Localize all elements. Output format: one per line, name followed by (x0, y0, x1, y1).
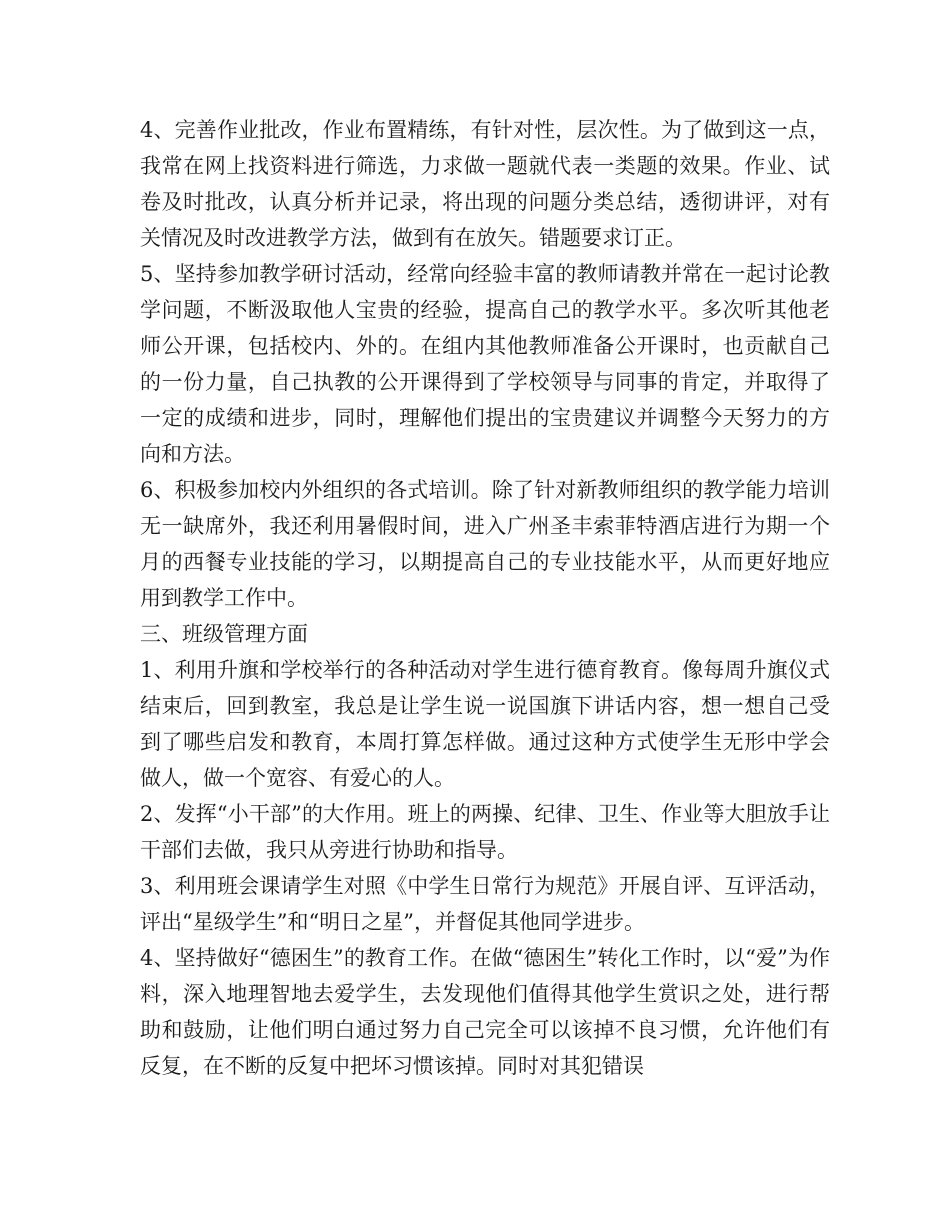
paragraph-class-cadres: 2、发挥“小干部”的大作用。班上的两操、纪律、卫生、作业等大胆放手让干部们去做，我只从旁进行协助和指导。 (140, 802, 830, 862)
paragraph-training: 6、积极参加校内外组织的各式培训。除了针对新教师组织的教学能力培训无一缺席外，我还利用暑假时间，进入广州圣丰索菲特酒店进行为期一个月的西餐专业技能的学习，以期提高自己的专业技能水平，从而更好地应用到教学工作中。 (140, 478, 830, 610)
paragraph-moral-education: 1、利用升旗和学校举行的各种活动对学生进行德育教育。像每周升旗仪式结束后，回到教室，我总是让学生说一说国旗下讲话内容，想一想自己受到了哪些启发和教育，本周打算怎样做。通过这种方式使学生无形中学会做人，做一个宽容、有爱心的人。 (140, 658, 830, 790)
paragraph-class-meeting: 3、利用班会课请学生对照《中学生日常行为规范》开展自评、互评活动，评出“星级学生”和“明日之星”，并督促其他同学进步。 (140, 874, 830, 934)
paragraph-homework: 4、完善作业批改，作业布置精练，有针对性，层次性。为了做到这一点，我常在网上找资料进行筛选，力求做一题就代表一类题的效果。作业、试卷及时批改，认真分析并记录，将出现的问题分类总结，透彻讲评，对有关情况及时改进教学方法，做到有在放矢。错题要求订正。 (140, 118, 830, 250)
section-heading-class-management: 三、班级管理方面 (140, 622, 308, 646)
paragraph-struggling-students: 4、坚持做好“德困生”的教育工作。在做“德困生”转化工作时，以“爱”为作料，深入地理智地去爱学生，去发现他们值得其他学生赏识之处，进行帮助和鼓励，让他们明白通过努力自己完全可以该掉不良习惯，允许他们有反复，在不断的反复中把坏习惯该掉。同时对其犯错误 (140, 946, 830, 1078)
document-body (140, 112, 830, 1084)
paragraph-teaching-research: 5、坚持参加教学研讨活动，经常向经验丰富的教师请教并常在一起讨论教学问题，不断汲取他人宝贵的经验，提高自己的教学水平。多次听其他老师公开课，包括校内、外的。在组内其他教师准备公开课时，也贡献自己的一份力量，自己执教的公开课得到了学校领导与同事的肯定，并取得了一定的成绩和进步，同时，理解他们提出的宝贵建议并调整今天努力的方向和方法。 (140, 262, 830, 466)
